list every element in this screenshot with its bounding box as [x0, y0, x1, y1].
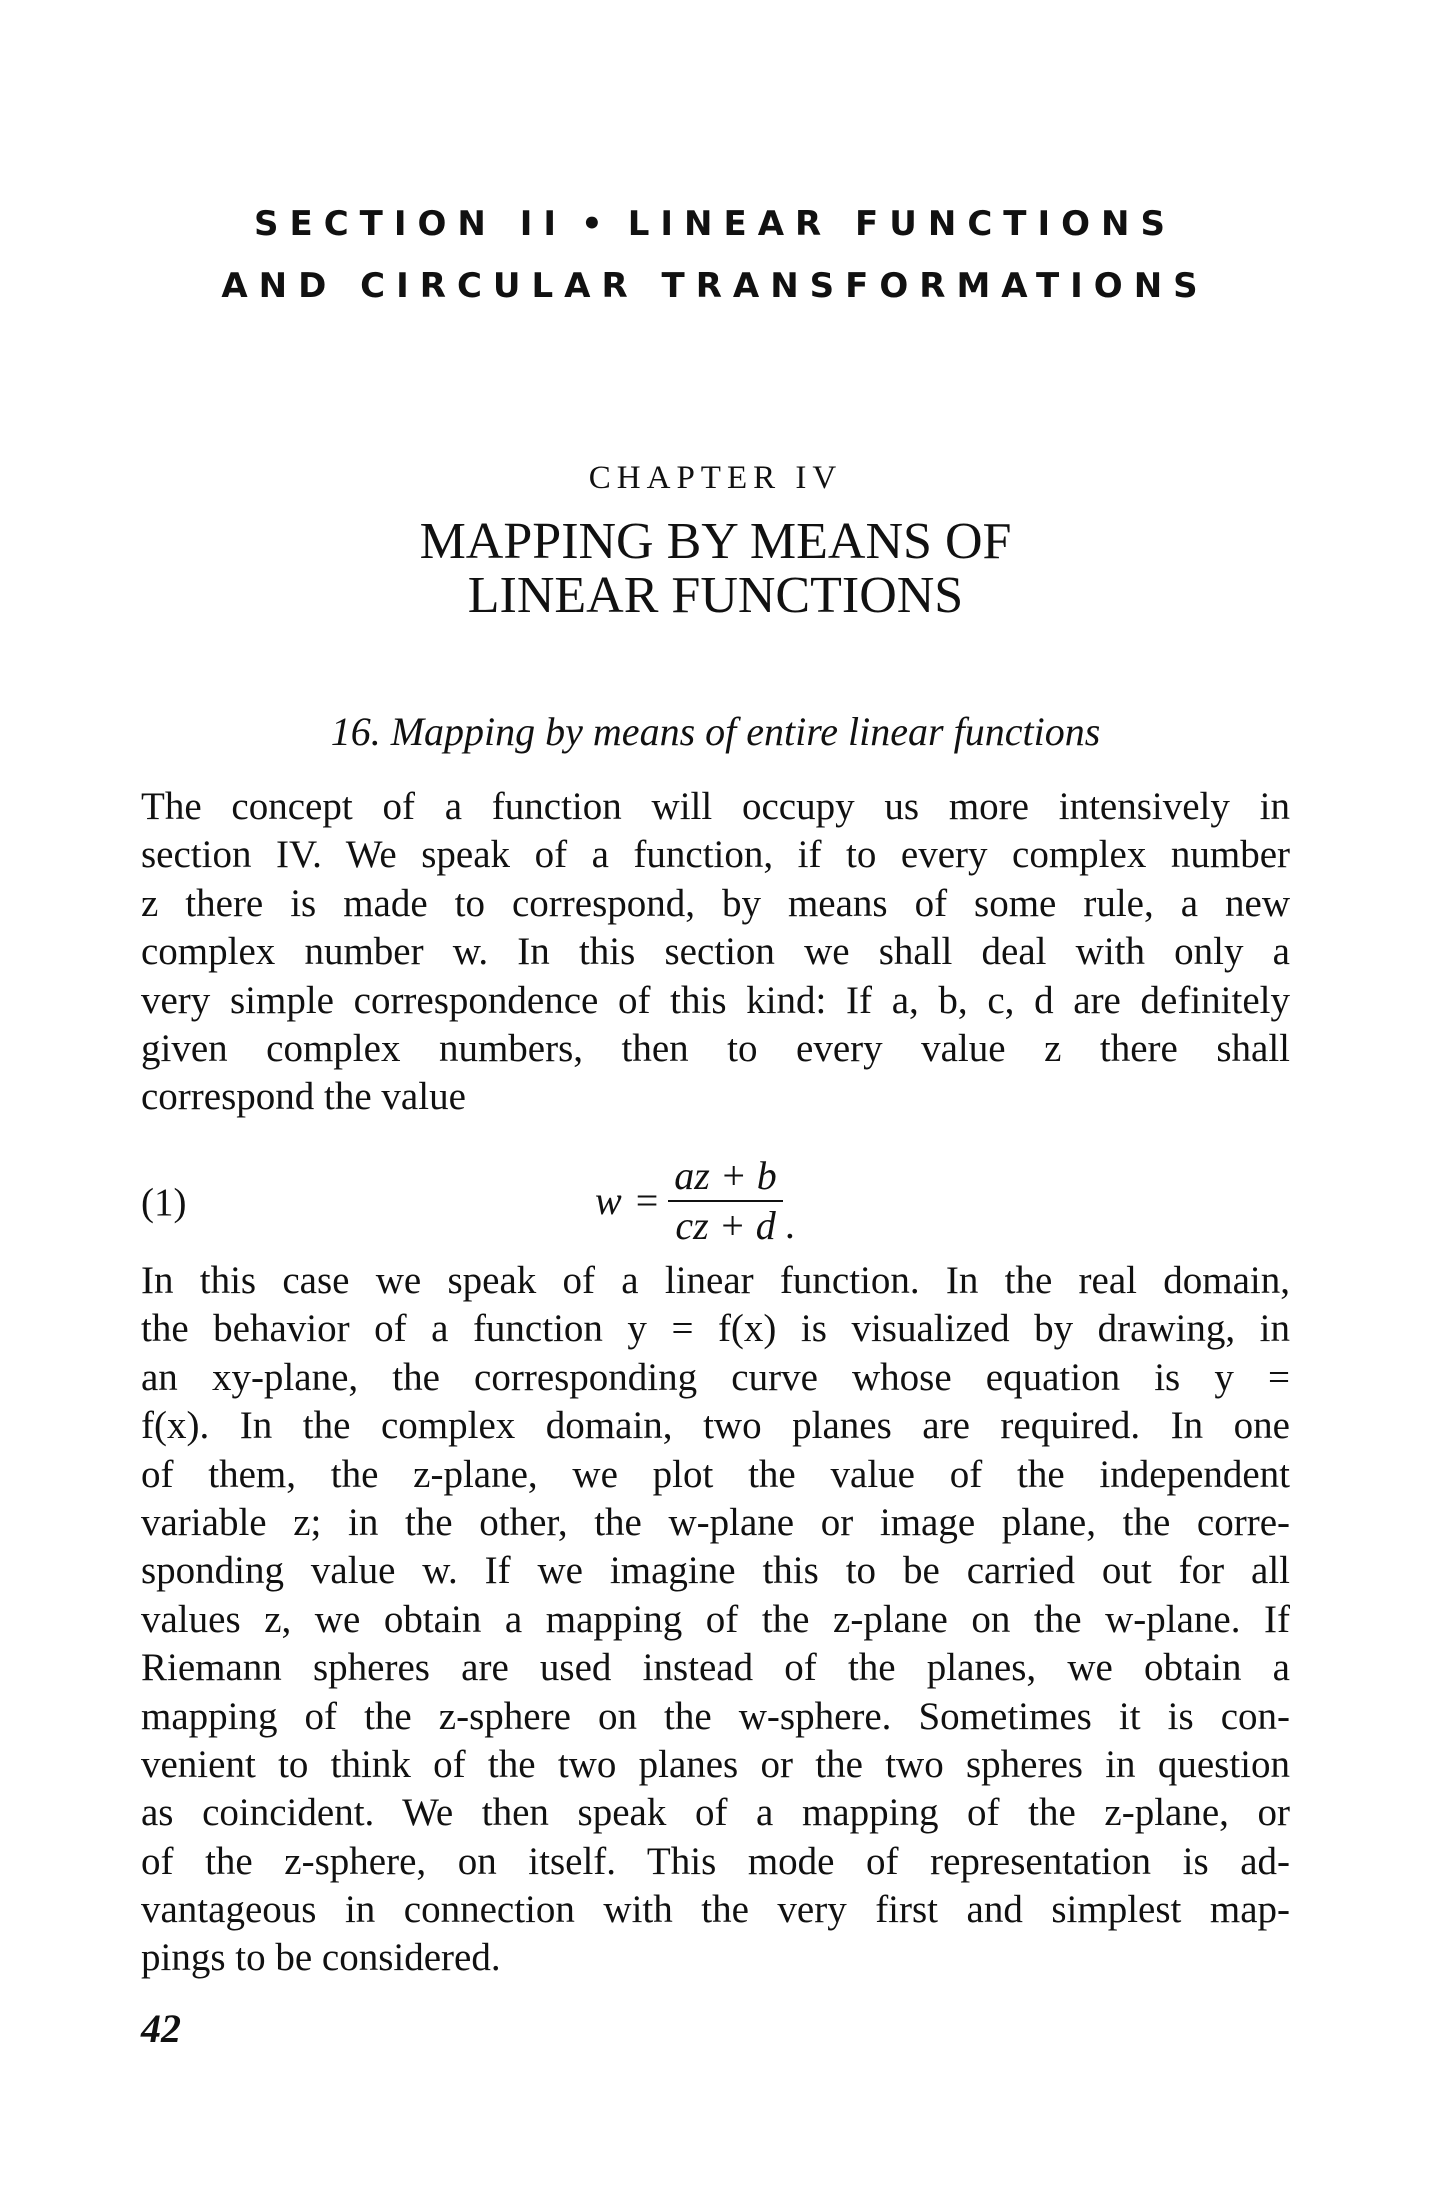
page-number: 42: [141, 2006, 181, 2051]
section-heading-topic: LINEAR FUNCTIONS: [627, 204, 1176, 244]
paragraph-line: Riemann spheres are used instead of the planes, we obtain a: [141, 1646, 1290, 1690]
paragraph-line: of them, the z-plane, we plot the value of the independent: [141, 1452, 1290, 1496]
paragraph-line: very simple correspondence of this kind: If a, b, c, d are definitely: [141, 978, 1290, 1022]
section-heading-bullet: •: [581, 204, 614, 244]
chapter-title-line-1: MAPPING BY MEANS OF: [419, 513, 1012, 570]
paragraph-line: complex number w. In this section we shall deal with only a: [141, 930, 1290, 974]
paragraph-line: variable z; in the other, the w-plane or image plane, the corre-: [141, 1500, 1290, 1544]
equation: [595, 1153, 795, 1248]
subsection-title: 16. Mapping by means of entire linear functions: [330, 709, 1101, 754]
paragraph-line: given complex numbers, then to every value z there shall: [141, 1026, 1290, 1070]
paragraph-line: mapping of the z-sphere on the w-sphere. Sometimes it is con-: [141, 1694, 1290, 1738]
paragraph-line: the behavior of a function y = f(x) is visualized by drawing, in: [141, 1307, 1290, 1351]
paragraph-line: vantageous in connection with the very first and simplest map-: [141, 1888, 1290, 1932]
paragraph-line: venient to think of the two planes or the two spheres in question: [141, 1742, 1290, 1786]
equation-fraction: [668, 1154, 783, 1248]
paragraph-line: as coincident. We then speak of a mapping of the z-plane, or: [141, 1791, 1290, 1835]
paragraph-line: of the z-sphere, on itself. This mode of representation is ad-: [141, 1839, 1290, 1883]
section-heading-line-1: [180, 204, 1250, 244]
paragraph-line: In this case we speak of a linear function. In the real domain,: [141, 1259, 1290, 1302]
paragraph-line: sponding value w. If we imagine this to be carried out for all: [141, 1549, 1290, 1593]
paragraph-2: [141, 1257, 1290, 1983]
section-heading-section: SECTION II: [253, 204, 567, 244]
paragraph-line: values z, we obtain a mapping of the z-plane on the w-plane. If: [141, 1597, 1290, 1641]
section-heading-line-2: AND CIRCULAR TRANSFORMATIONS: [221, 266, 1209, 306]
equation-lhs: w: [595, 1178, 622, 1223]
paragraph-line: The concept of a function will occupy us more intensively in: [141, 785, 1290, 828]
equation-denominator: cz + d: [675, 1202, 776, 1248]
paragraph-line: section IV. We speak of a function, if to every complex number: [141, 833, 1290, 877]
paragraph-line: z there is made to correspond, by means of some rule, a new: [141, 881, 1290, 925]
equation-equals: =: [635, 1178, 659, 1223]
chapter-title-line-2: LINEAR FUNCTIONS: [467, 567, 964, 624]
equation-number: (1): [141, 1181, 187, 1224]
chapter-label: CHAPTER IV: [588, 460, 843, 496]
paragraph-line: an xy-plane, the corresponding curve whose equation is y =: [141, 1355, 1290, 1399]
equation-period: .: [784, 1202, 795, 1247]
paragraph-1: [141, 783, 1290, 1122]
paragraph-line: correspond the value: [141, 1075, 466, 1119]
equation-numerator: az + b: [668, 1154, 783, 1202]
paragraph-line: f(x). In the complex domain, two planes are required. In one: [141, 1404, 1290, 1448]
paragraph-line: pings to be considered.: [141, 1936, 501, 1980]
